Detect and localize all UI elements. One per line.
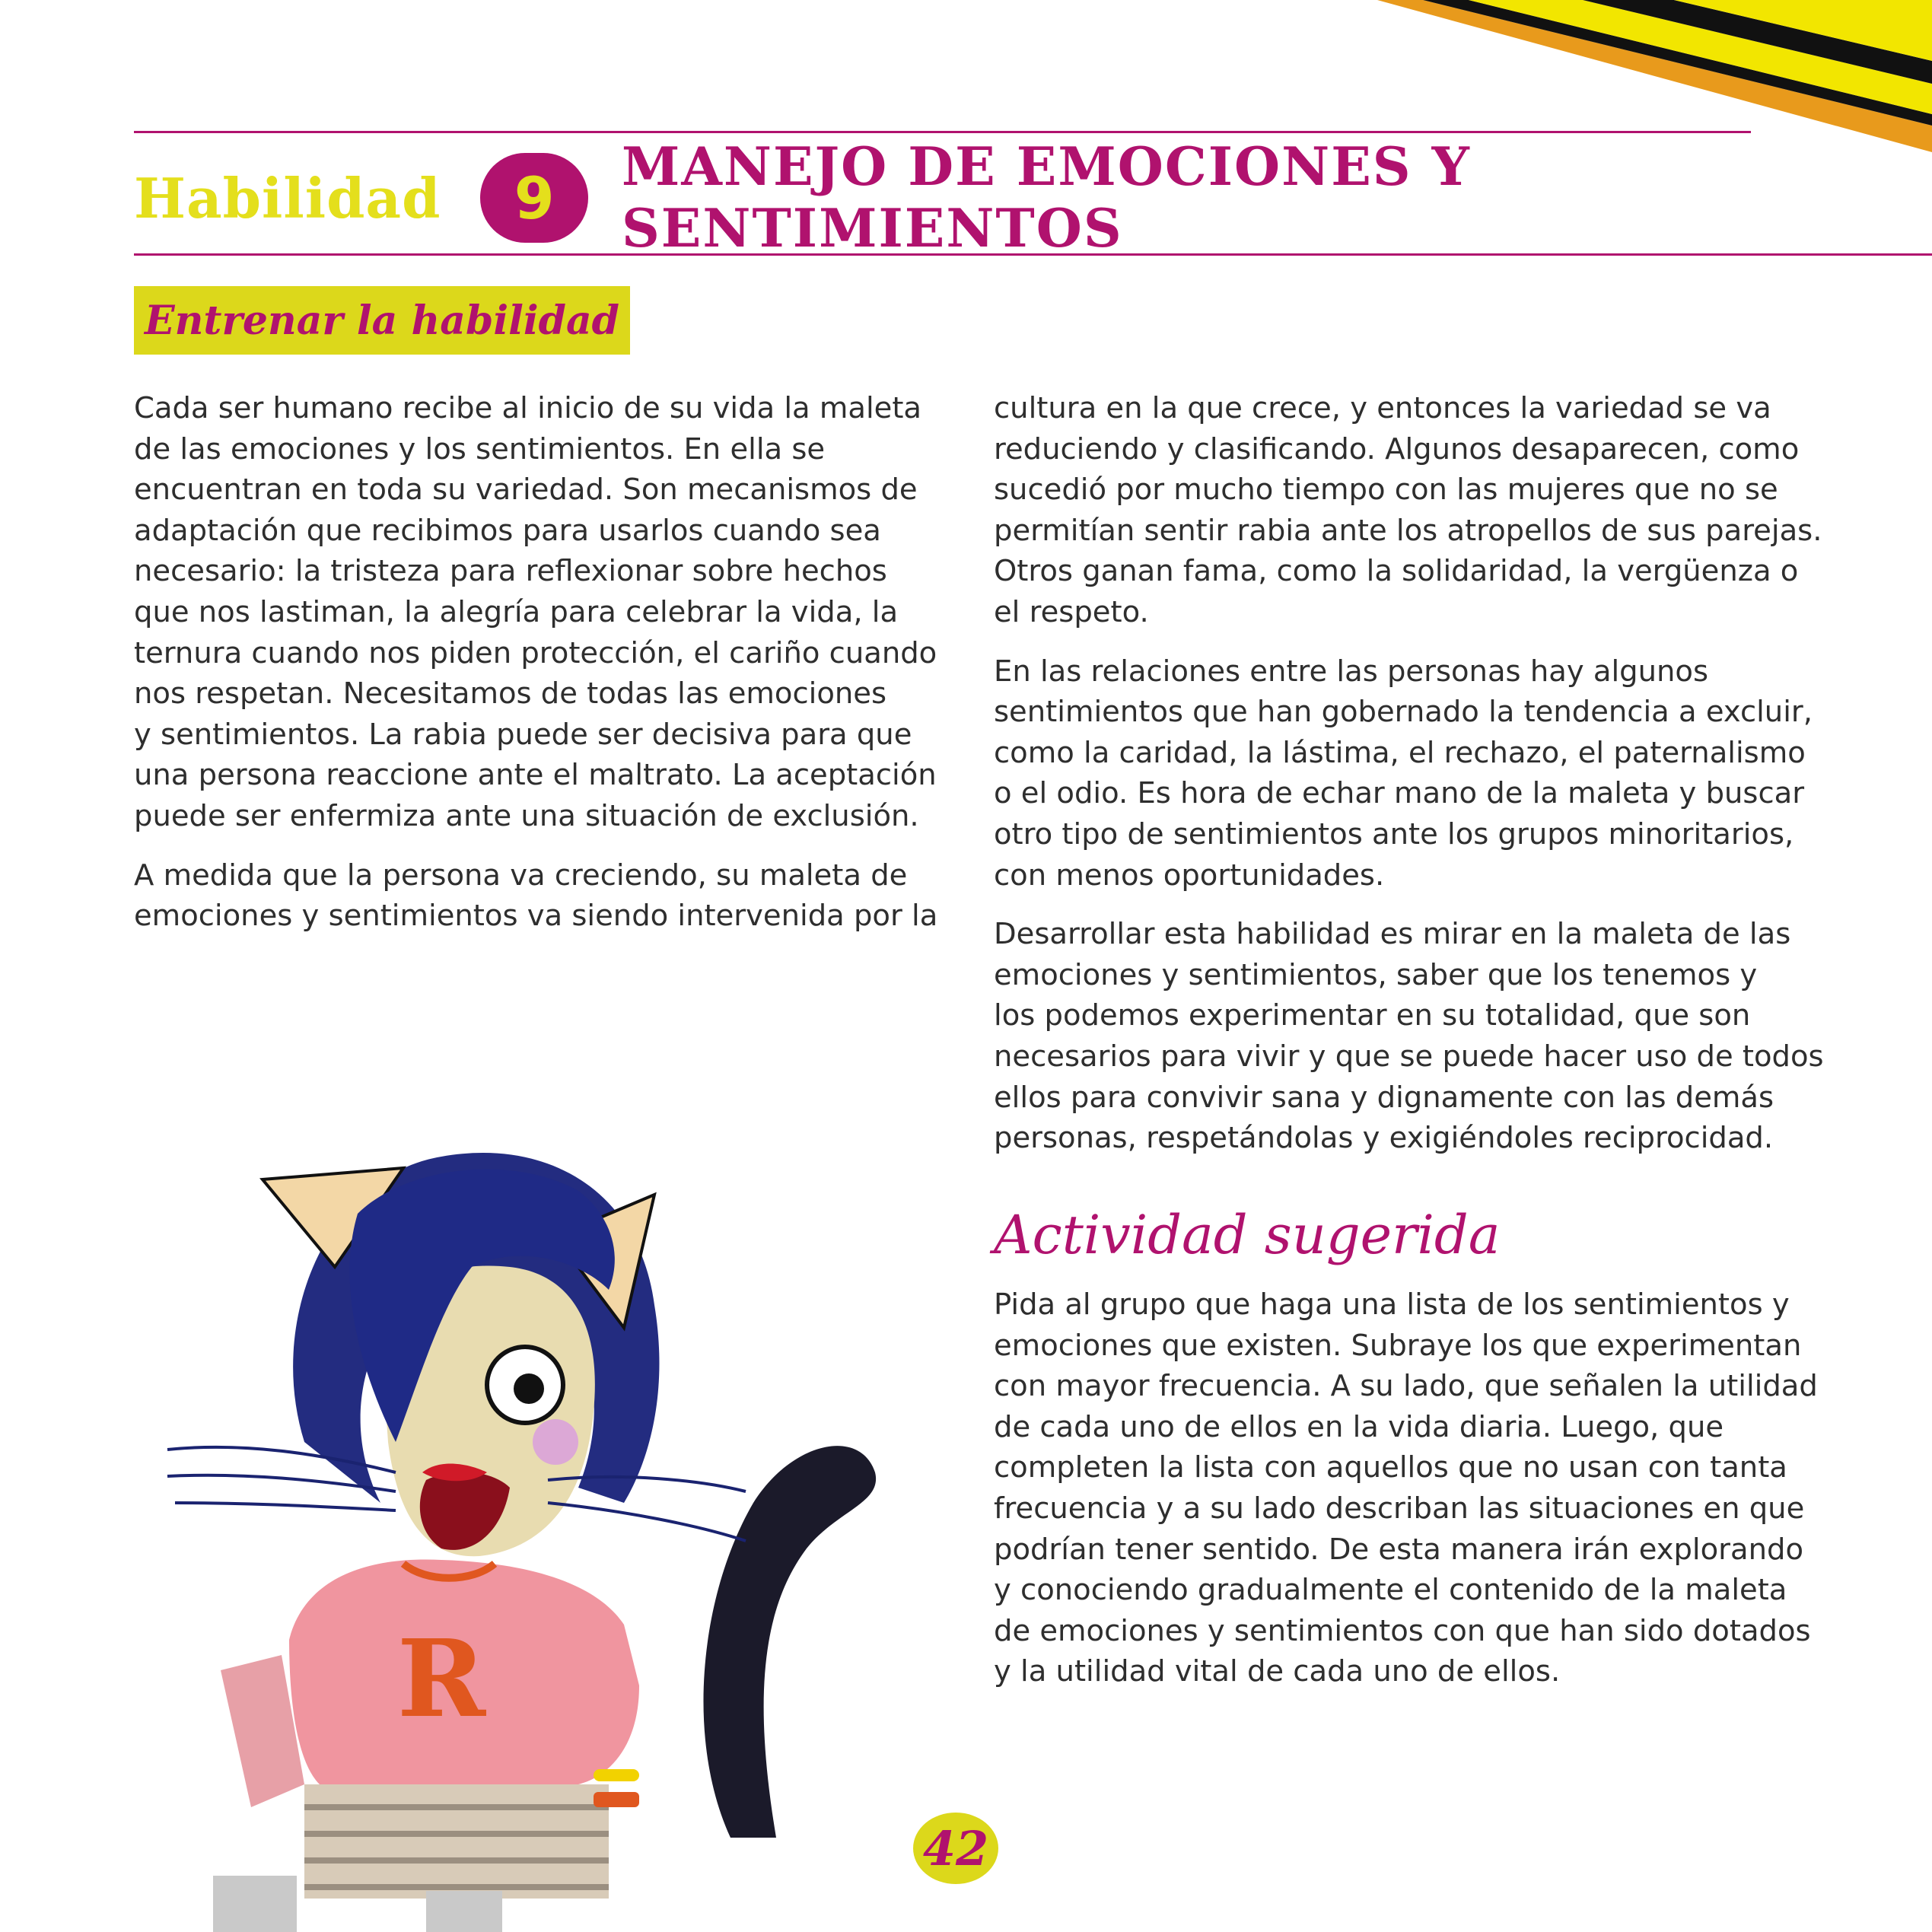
activity-text [994, 1284, 1831, 1692]
text-line: personas, respetándolas y exigiéndoles reciprocidad. [994, 1121, 1774, 1156]
cheek [533, 1419, 578, 1465]
text-line: y sentimientos. La rabia puede ser decisiva para que [134, 717, 912, 752]
text-line: encuentran en toda su variedad. Son mecanismos de [134, 473, 918, 508]
text-line: ternura cuando nos piden protección, el cariño cuando [134, 635, 937, 670]
skill-number-badge [480, 153, 588, 243]
page-number: 42 [922, 1820, 989, 1876]
text-line: o el odio. Es hora de echar mano de la maleta y buscar [994, 776, 1805, 811]
text-line: Desarrollar esta habilidad es mirar en la maleta de las [994, 917, 1791, 952]
activity-title: Actividad sugerida [994, 1204, 1501, 1266]
text-line: emociones y sentimientos, saber que los tenemos y [994, 957, 1758, 992]
text-line: sentimientos que han gobernado la tendencia a excluir, [994, 695, 1813, 730]
text-line: Cada ser humano recibe al inicio de su vida la maleta [134, 391, 922, 425]
text-line: nos respetan. Necesitamos de todas las emociones [134, 676, 887, 711]
whisker [548, 1477, 746, 1491]
shirt-letter: R [396, 1617, 486, 1742]
cat-girl-illustration [152, 1016, 883, 1932]
text-line: emociones que existen. Subraye los que experimentan [994, 1328, 1802, 1363]
chapter-header [134, 136, 1932, 259]
text-line: necesario: la tristeza para reflexionar sobre hechos [134, 554, 887, 589]
paragraph [994, 388, 1831, 633]
header-rule-top [134, 131, 1751, 133]
paragraph [994, 914, 1831, 1159]
text-line: cultura en la que crece, y entonces la variedad se va [994, 391, 1771, 425]
text-line: permitían sentir rabia ante los atropellos de sus parejas. [994, 513, 1822, 548]
text-line: los podemos experimentar en su totalidad, que son [994, 998, 1751, 1033]
text-line: y la utilidad vital de cada uno de ellos. [994, 1654, 1561, 1689]
text-line: adaptación que recibimos para usarlos cuando sea [134, 513, 881, 548]
section-tag [134, 286, 630, 355]
text-line: emociones y sentimientos va siendo intervenida por la [134, 899, 938, 934]
whisker [548, 1503, 746, 1541]
text-line: completen la lista con aquellos que no usan con tanta [994, 1450, 1787, 1485]
skill-label: Habilidad [134, 165, 441, 231]
section-tag-label: Entrenar la habilidad [144, 297, 620, 344]
paragraph [134, 855, 938, 937]
right-column-text [994, 388, 1831, 1159]
page-number-badge [913, 1813, 998, 1884]
text-line: reduciendo y clasificando. Algunos desaparecen, como [994, 431, 1800, 466]
text-line: con mayor frecuencia. A su lado, que señalen la utilidad [994, 1369, 1818, 1404]
text-line: de cada uno de ellos en la vida diaria. Luego, que [994, 1409, 1724, 1444]
bracelet [594, 1769, 639, 1781]
text-line: otro tipo de sentimientos ante los grupos minoritarios, [994, 816, 1794, 851]
pupil [514, 1373, 544, 1404]
cat-tail [703, 1446, 876, 1838]
chapter-title: MANEJO DE EMOCIONES Y SENTIMIENTOS [621, 136, 1471, 259]
text-line: A medida que la persona va creciendo, su maleta de [134, 858, 908, 893]
skirt [304, 1784, 609, 1899]
paragraph [994, 651, 1831, 896]
leg-right [426, 1891, 502, 1932]
text-line: ellos para convivir sana y dignamente con las demás [994, 1080, 1774, 1115]
text-line: podrían tener sentido. De esta manera irán explorando [994, 1532, 1803, 1567]
whisker [175, 1503, 396, 1510]
paragraph [134, 388, 937, 837]
text-line: de emociones y sentimientos con que han sido dotados [994, 1613, 1811, 1648]
text-line: Pida al grupo que haga una lista de los sentimientos y [994, 1287, 1790, 1322]
skill-number: 9 [514, 164, 555, 232]
text-line: puede ser enfermiza ante una situación de exclusión. [134, 798, 919, 833]
text-line: que nos lastiman, la alegría para celebrar la vida, la [134, 594, 899, 629]
text-line: de las emociones y los sentimientos. En ella se [134, 431, 826, 466]
text-line: En las relaciones entre las personas hay algunos [994, 654, 1709, 689]
leg-left [213, 1876, 297, 1932]
text-line: necesarios para vivir y que se puede hacer uso de todos [994, 1039, 1824, 1074]
text-line: con menos oportunidades. [994, 858, 1385, 893]
text-line: el respeto. [994, 594, 1149, 629]
bracelet [594, 1792, 639, 1807]
text-line: una persona reaccione ante el maltrato. La aceptación [134, 758, 937, 793]
left-column-text [134, 388, 938, 937]
text-line: como la caridad, la lástima, el rechazo, el paternalismo [994, 735, 1806, 770]
text-line: sucedió por mucho tiempo con las mujeres que no se [994, 473, 1778, 508]
text-line: frecuencia y a su lado describan las situaciones en que [994, 1491, 1805, 1526]
text-line: Otros ganan fama, como la solidaridad, la vergüenza o [994, 554, 1799, 589]
text-line: y conociendo gradualmente el contenido de la maleta [994, 1573, 1787, 1608]
